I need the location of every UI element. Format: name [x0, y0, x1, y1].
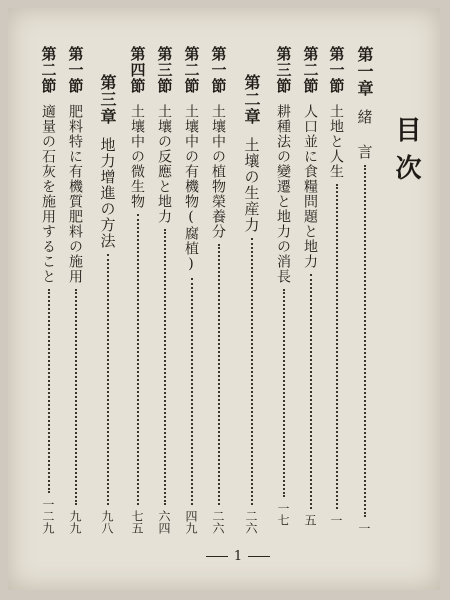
toc-entry — [300, 46, 320, 526]
toc-entry-title: 肥料特に有機質肥料の施用 — [67, 104, 83, 284]
toc-entry — [65, 46, 85, 534]
toc-entry-chapter-2 — [240, 74, 262, 534]
toc-entry — [208, 46, 228, 534]
toc-entry-section: 第二章 — [242, 74, 261, 125]
toc-entry-section: 第三章 — [98, 74, 117, 125]
toc-entry-page: 二六 — [244, 510, 258, 534]
toc-entry-page: 六四 — [157, 510, 171, 534]
toc-entry — [127, 46, 147, 534]
folio-dash-left — [206, 556, 228, 557]
toc-entry-section: 第一節 — [327, 46, 346, 94]
toc-entry-title: 緒 言 — [355, 109, 374, 160]
toc-entry-page: 九八 — [100, 510, 114, 534]
toc-entry-title: 土地と人生 — [328, 104, 344, 179]
dot-leader — [190, 278, 193, 505]
toc-entry-title: 土壤中の微生物 — [129, 104, 145, 209]
dot-leader — [309, 274, 312, 509]
dot-leader — [282, 289, 285, 497]
toc-entry-title: 適量の石灰を施用すること — [40, 104, 56, 284]
dot-leader — [163, 229, 166, 505]
toc-entry-title: 地力增進の方法 — [98, 137, 117, 249]
toc-entry-section: 第二節 — [39, 46, 58, 94]
dot-leader — [363, 165, 366, 517]
dot-leader — [136, 214, 139, 505]
toc-entry — [38, 46, 58, 534]
toc-entry-chapter-1 — [353, 46, 375, 534]
toc-entry-page: 一 — [357, 522, 371, 534]
toc-entry-section: 第四節 — [128, 46, 147, 94]
toc-entry-title: 土壤中の植物榮養分 — [210, 104, 226, 239]
toc-entry-title: 人口並に食糧問題と地力 — [302, 104, 318, 269]
page-number-text: 1 — [233, 548, 243, 564]
toc-entry-page: 四九 — [184, 510, 198, 534]
toc-entry — [326, 46, 346, 526]
dot-leader — [47, 289, 50, 493]
toc-entry — [181, 46, 201, 534]
folio-dash-right — [248, 556, 270, 557]
page-title: 目次 — [391, 116, 421, 192]
toc-entry-title: 耕種法の變遷と地力の消長 — [275, 104, 291, 284]
toc-entry-section: 第一節 — [66, 46, 85, 94]
toc-entry-section: 第二節 — [301, 46, 320, 94]
toc-entry-title: 土壤の生産力 — [242, 137, 261, 233]
toc-entry-section: 第一章 — [355, 46, 374, 97]
page-number — [198, 548, 278, 564]
toc-entry-title: 土壤の反應と地力 — [156, 104, 172, 224]
toc-entry-page: 七五 — [130, 510, 144, 534]
toc-entry-section: 第三節 — [155, 46, 174, 94]
toc-entry-section: 第一節 — [209, 46, 228, 94]
toc-entry-page: 一二九 — [41, 498, 55, 534]
toc-entry-page: 一 — [329, 514, 343, 526]
dot-leader — [74, 289, 77, 505]
toc-entry-page: 五 — [303, 514, 317, 526]
toc-entry-section: 第二節 — [182, 46, 201, 94]
dot-leader — [217, 244, 220, 505]
dot-leader — [250, 238, 253, 505]
page — [8, 8, 440, 590]
toc-entry-chapter-3 — [96, 74, 118, 534]
toc-entry — [154, 46, 174, 534]
toc-entry — [273, 46, 293, 526]
toc-entry-page: 一七 — [276, 502, 290, 526]
toc-entry-page: 九九 — [68, 510, 82, 534]
dot-leader — [335, 184, 338, 509]
toc-entry-title: 土壤中の有機物(腐植) — [183, 104, 199, 273]
toc-entry-page: 二六 — [211, 510, 225, 534]
toc-entry-section: 第三節 — [274, 46, 293, 94]
dot-leader — [106, 254, 109, 505]
